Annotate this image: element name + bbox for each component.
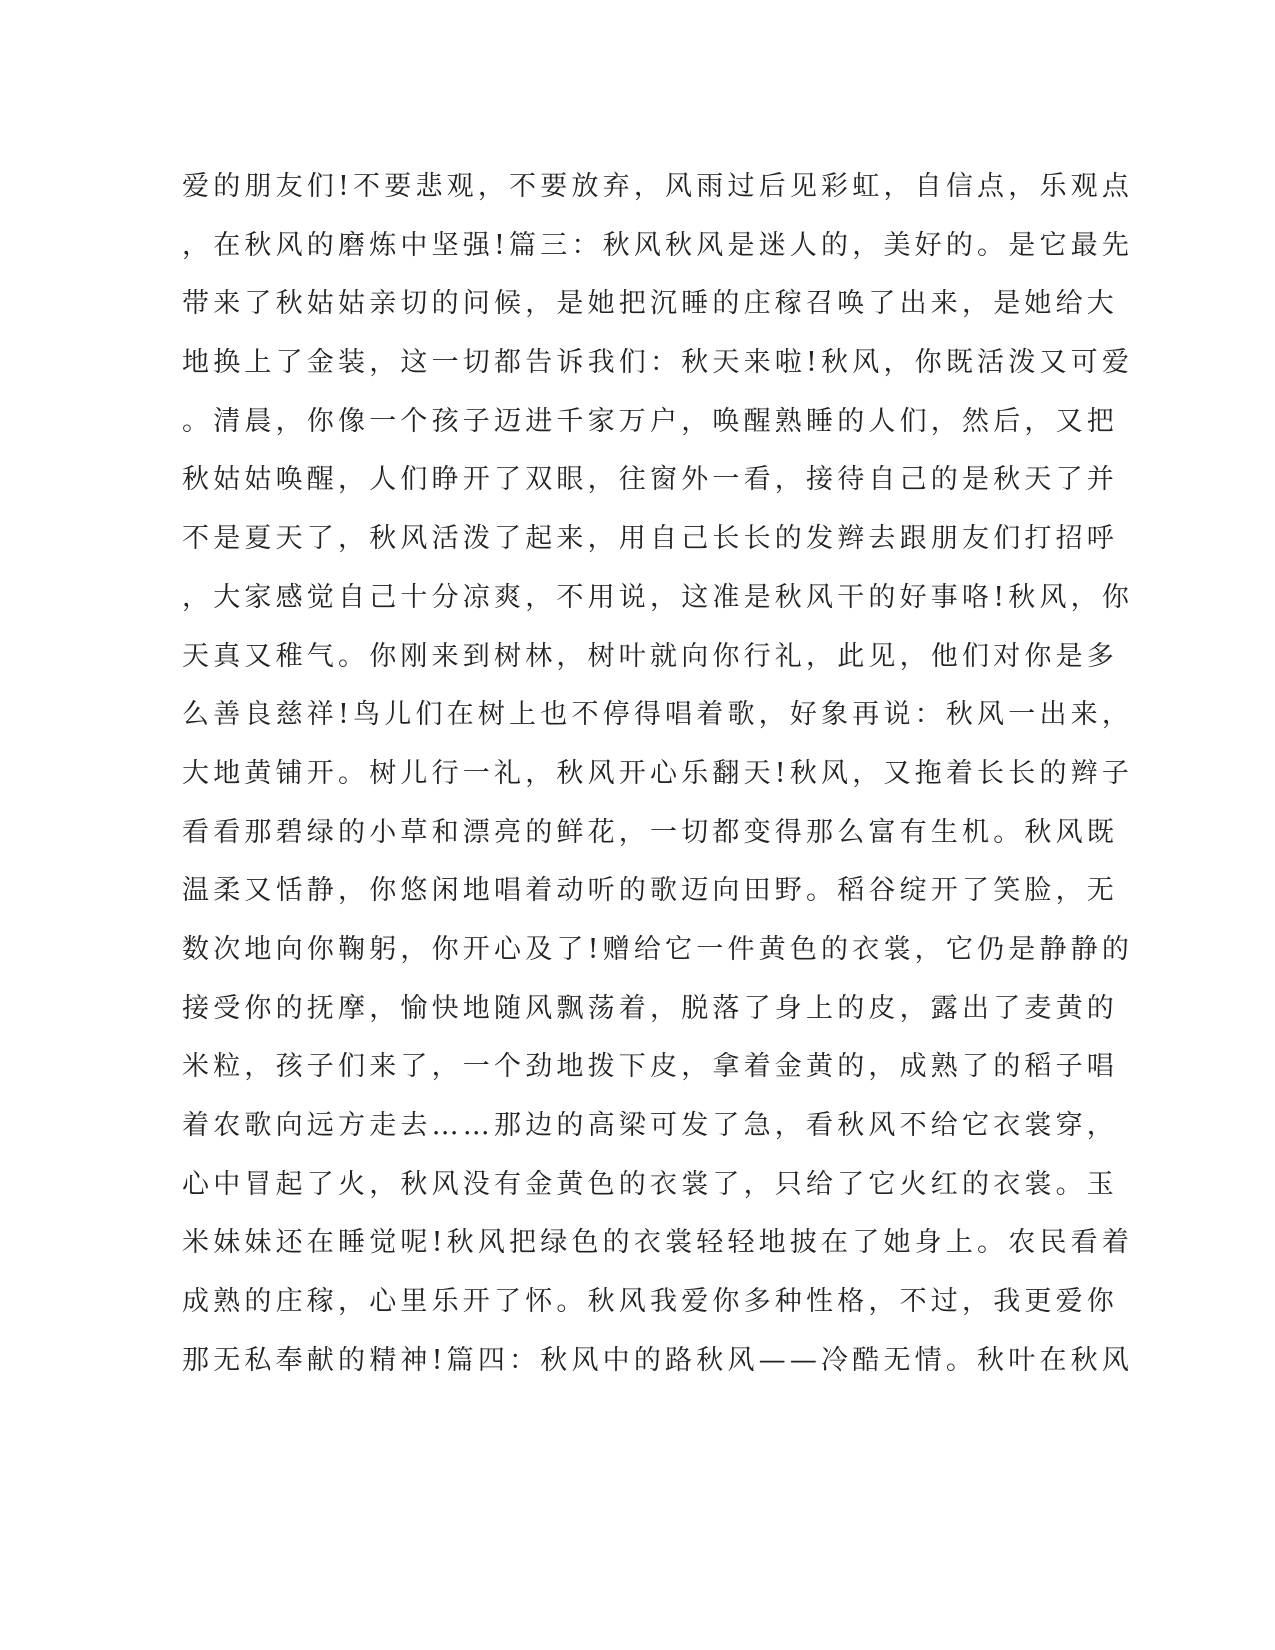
text-line: 爱的朋友们!不要悲观，不要放弃，风雨过后见彩虹，自信点，乐观点 [182, 171, 1134, 202]
text-line: 带来了秋姑姑亲切的问候，是她把沉睡的庄稼召唤了出来，是她给大 [182, 288, 1118, 320]
text-line: ，在秋风的磨炼中坚强!篇三：秋风秋风是迷人的，美好的。是它最先 [182, 229, 1134, 261]
text-line: 成熟的庄稼，心里乐开了怀。秋风我爱你多种性格，不过，我更爱你 [182, 1286, 1118, 1318]
text-line: 心中冒起了火，秋风没有金黄色的衣裳了，只给了它火红的衣裳。玉 [182, 1168, 1118, 1200]
text-line: 大地黄铺开。树儿行一礼，秋风开心乐翻天!秋风，又拖着长长的辫子 [182, 757, 1134, 789]
text-line: 着农歌向远方走去……那边的高梁可发了急，看秋风不给它衣裳穿， [182, 1110, 1118, 1141]
text-line: 看看那碧绿的小草和漂亮的鲜花，一切都变得那么富有生机。秋风既 [182, 816, 1118, 848]
text-line: 。清晨，你像一个孩子迈进千家万户，唤醒熟睡的人们，然后，又把 [182, 405, 1118, 437]
text-line: 不是夏天了，秋风活泼了起来，用自己长长的发辫去跟朋友们打招呼 [182, 523, 1118, 555]
text-line: 天真又稚气。你刚来到树林，树叶就向你行礼，此见，他们对你是多 [182, 640, 1118, 672]
text-line: 米粒，孩子们来了，一个劲地拨下皮，拿着金黄的，成熟了的稻子唱 [182, 1051, 1118, 1083]
text-line: 那无私奉献的精神!篇四：秋风中的路秋风——冷酷无情。秋叶在秋风 [182, 1344, 1134, 1376]
text-line: 温柔又恬静，你悠闲地唱着动听的歌迈向田野。稻谷绽开了笑脸，无 [182, 875, 1118, 907]
text-line: 接受你的抚摩，愉快地随风飘荡着，脱落了身上的皮，露出了麦黄的 [182, 992, 1118, 1024]
text-line: 么善良慈祥!鸟儿们在树上也不停得唱着歌，好象再说：秋风一出来， [182, 699, 1134, 731]
text-line: 秋姑姑唤醒，人们睁开了双眼，往窗外一看，接待自己的是秋天了并 [182, 464, 1118, 496]
text-line: ，大家感觉自己十分凉爽，不用说，这准是秋风干的好事咯!秋风，你 [182, 581, 1134, 613]
body-text [182, 158, 1134, 1390]
text-line: 地换上了金装，这一切都告诉我们：秋天来啦!秋风，你既活泼又可爱 [182, 347, 1134, 379]
text-line: 米妹妹还在睡觉呢!秋风把绿色的衣裳轻轻地披在了她身上。农民看着 [182, 1227, 1134, 1259]
text-line: 数次地向你鞠躬，你开心及了!赠给它一件黄色的衣裳，它仍是静静的 [182, 933, 1134, 965]
